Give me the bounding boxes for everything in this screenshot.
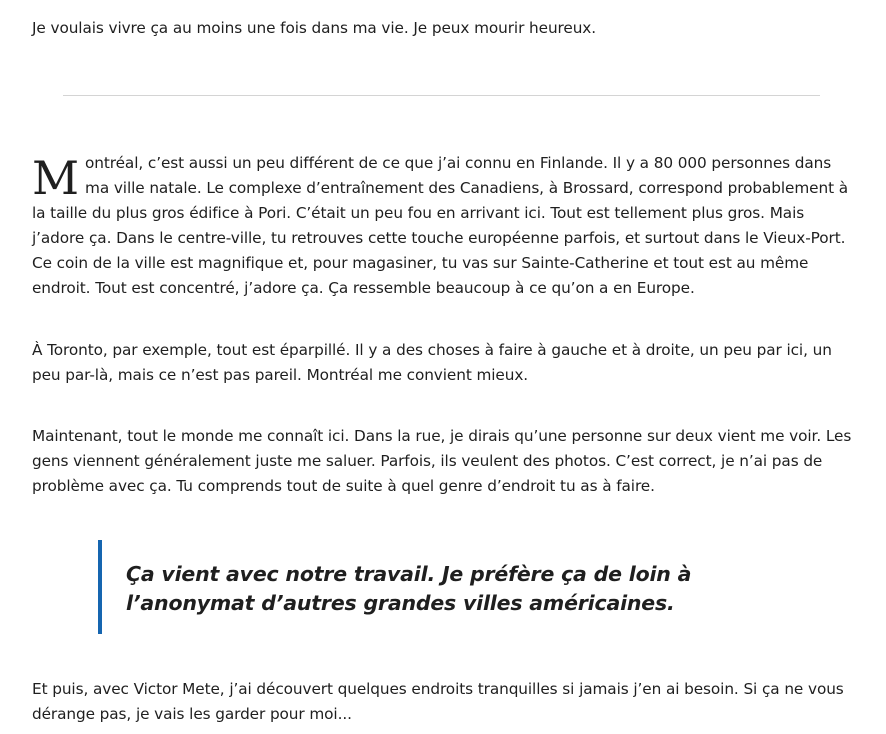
paragraph-intro: Je voulais vivre ça au moins une fois dans ma vie. Je peux mourir heureux. (32, 19, 597, 37)
pull-quote (98, 540, 738, 634)
paragraph-victor: Et puis, avec Victor Mete, j’ai découvert quelques endroits tranquilles si jamais j’en ai besoin. Si ça ne vous dérange pas, je vais les garder pour moi... (32, 680, 844, 723)
section-divider (63, 95, 820, 96)
paragraph-montreal-text: ontréal, c’est aussi un peu différent de ce que j’ai connu en Finlande. Il y a 80 000 personnes dans ma ville natale. Le complexe d’entraînement des Canadiens, à Brossard, correspond probablement à la taille du plus gros édifice à Pori. C’était un peu fou en arrivant ici. Tout est tellement plus gros. Mais j’adore ça. Dans le centre-ville, tu retrouves cette touche européenne parfois, et surtout dans le Vieux-Port. Ce coin de la ville est magnifique et, pour magasiner, tu vas sur Sainte-Catherine et tout est au même endroit. Tout est concentré, j’adore ça. Ça ressemble beaucoup à ce qu’on a en Europe. (32, 154, 848, 297)
drop-cap: M (32, 151, 80, 205)
paragraph-montreal (32, 151, 854, 301)
paragraph-toronto: À Toronto, par exemple, tout est éparpillé. Il y a des choses à faire à gauche et à droite, un peu par ici, un peu par-là, mais ce n’est pas pareil. Montréal me convient mieux. (32, 341, 832, 384)
paragraph-maintenant: Maintenant, tout le monde me connaît ici. Dans la rue, je dirais qu’une personne sur deux vient me voir. Les gens viennent généralement juste me saluer. Parfois, ils veulent des photos. C’est correct, je n’ai pas de problème avec ça. Tu comprends tout de suite à quel genre d’endroit tu as à faire. (32, 427, 852, 495)
pull-quote-text: Ça vient avec notre travail. Je préfère ça de loin à l’anonymat d’autres grandes villes américaines. (126, 562, 692, 615)
